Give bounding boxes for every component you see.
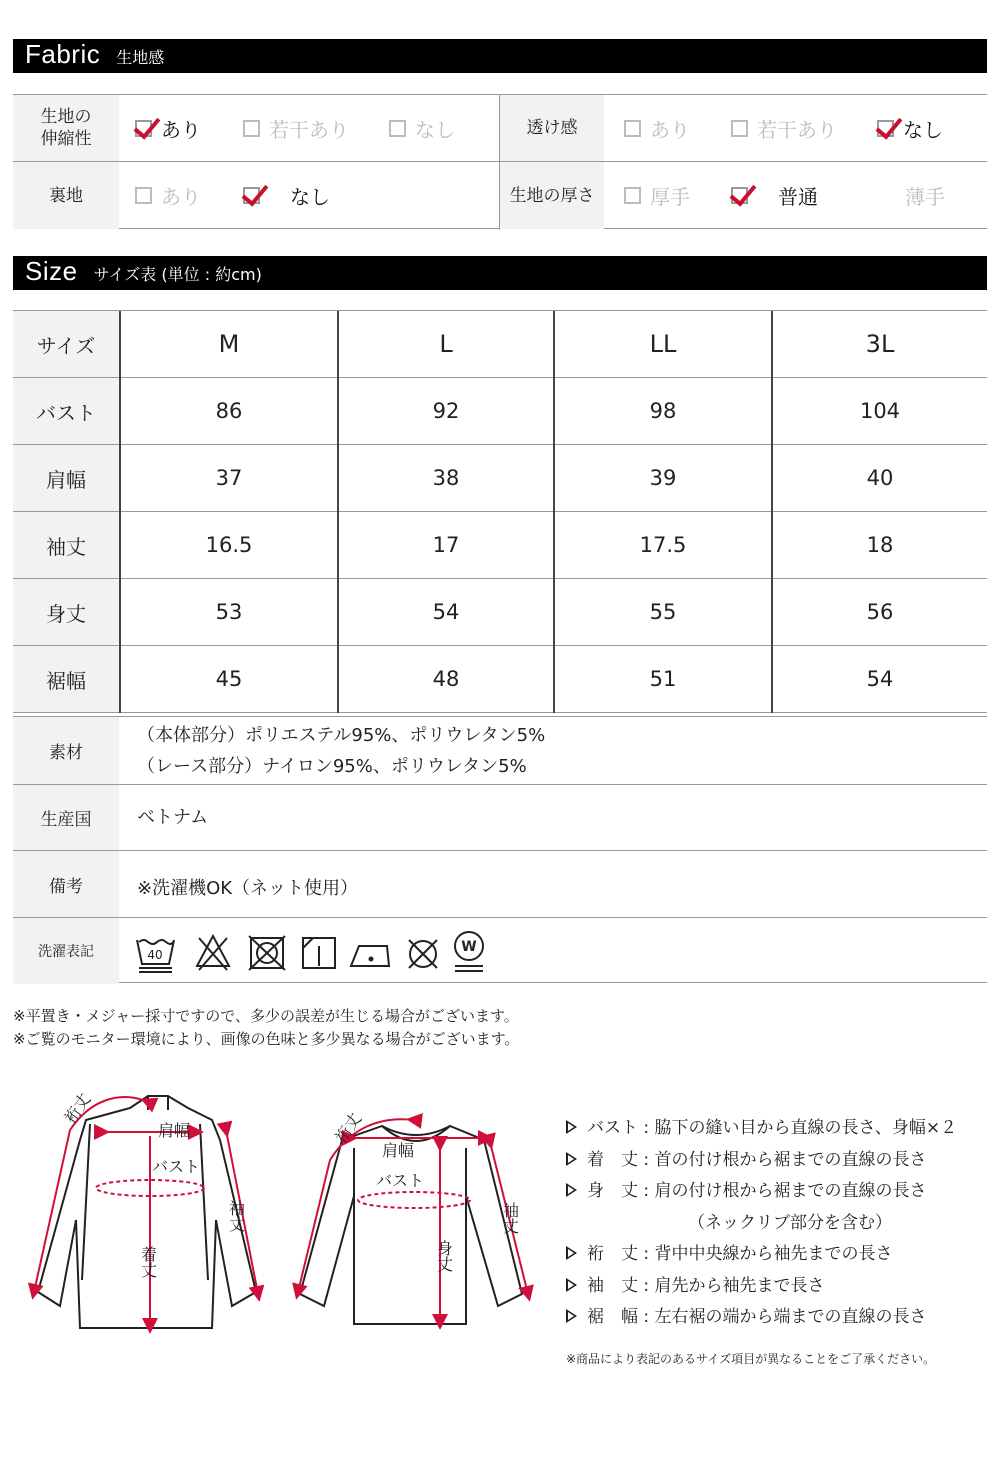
cell: 54	[866, 667, 894, 691]
col-divider	[337, 311, 339, 713]
shirt-yuki-label: 裄丈	[331, 1109, 366, 1147]
note-line: ※ご覧のモニター環境により、画像の色味と多少異なる場合がございます。	[13, 1030, 520, 1048]
fabric-subtitle: 生地感	[116, 48, 165, 67]
wash-temp-text: 40	[147, 948, 163, 962]
legend-item-cont: （ネックリブ部分を含む）	[688, 1212, 892, 1233]
jacket-yuki-label: 裄丈	[60, 1089, 95, 1128]
iron-low-icon	[351, 946, 389, 966]
care-icons	[133, 926, 513, 976]
checkbox-checked-icon	[877, 120, 894, 137]
material-line: （本体部分）ポリエステル95%、ポリウレタン5%	[137, 724, 546, 746]
cell: 92	[432, 399, 460, 423]
remarks-row	[13, 851, 987, 918]
measurement-notes	[13, 1005, 519, 1051]
cell: 54	[432, 600, 460, 624]
jacket-kitake-label: 着丈	[138, 1246, 158, 1278]
fabric-row-1	[13, 95, 987, 162]
legend-item: 袖 丈 : 肩先から袖先まで長さ	[566, 1271, 957, 1303]
material-value	[137, 717, 545, 784]
size-header-row	[13, 311, 987, 378]
care-row	[13, 918, 987, 984]
measurement-diagram	[20, 1080, 560, 1340]
fabric-table	[13, 94, 987, 229]
cell: 40	[866, 466, 894, 490]
table-row	[13, 378, 987, 445]
cell: 48	[432, 667, 460, 691]
sheer-option-no: なし	[877, 95, 943, 161]
info-table	[13, 716, 987, 983]
stretch-label: 生地の 伸縮性	[13, 95, 119, 161]
triangle-bullet-icon	[566, 1152, 577, 1166]
care-label: 洗濯表記	[13, 918, 119, 984]
cell: 98	[649, 399, 677, 423]
cell: 37	[215, 466, 243, 490]
size-title: Size	[25, 256, 78, 286]
legend-note: ※商品により表記のあるサイズ項目が異なることをご了承ください。	[566, 1352, 936, 1366]
jacket-arrows	[34, 1097, 258, 1326]
no-bleach-icon	[197, 936, 229, 970]
size-col-m: M	[218, 330, 240, 358]
line-dry-shade-icon	[303, 938, 335, 968]
thickness-label: 生地の厚さ	[500, 162, 604, 229]
legend-item: 裾 幅 : 左右裾の端から端までの直線の長さ	[566, 1302, 957, 1334]
lining-option-no: なし	[243, 162, 330, 229]
checkbox-checked-icon	[731, 187, 748, 204]
col-divider	[771, 311, 773, 713]
legend-item: 裄 丈 : 背中中央線から袖先までの長さ	[566, 1239, 957, 1271]
size-table	[13, 310, 987, 693]
table-row	[13, 646, 987, 713]
size-subtitle: サイズ表 (単位 : 約cm)	[93, 265, 262, 284]
jacket-bust-label: バスト	[152, 1157, 201, 1176]
no-tumble-dry-icon	[249, 936, 285, 970]
no-dry-clean-icon	[409, 940, 437, 968]
jacket-sodetake-label: 袖丈	[226, 1200, 246, 1232]
size-col-3l: 3L	[865, 330, 895, 358]
lining-label: 裏地	[13, 162, 119, 229]
cell: 16.5	[205, 533, 253, 557]
legend-item: 身 丈 : 肩の付け根から裾までの直線の長さ	[566, 1176, 957, 1208]
table-row	[13, 579, 987, 646]
cell: 17	[432, 533, 460, 557]
row-label-shoulder: 肩幅	[13, 445, 119, 511]
shirt-sodetake-label: 袖丈	[500, 1202, 520, 1234]
size-col-header: サイズ	[13, 311, 119, 377]
size-col-ll: LL	[649, 330, 677, 358]
lining-option-yes: あり	[135, 162, 201, 229]
checkbox-icon	[135, 187, 152, 204]
size-col-l: L	[439, 330, 453, 358]
row-label-sleeve: 袖丈	[13, 512, 119, 578]
cell: 51	[649, 667, 677, 691]
cell: 39	[649, 466, 677, 490]
cell: 18	[866, 533, 894, 557]
checkbox-icon	[624, 120, 641, 137]
triangle-bullet-icon	[566, 1246, 577, 1260]
cell: 53	[215, 600, 243, 624]
col-divider	[553, 311, 555, 713]
checkbox-checked-icon	[135, 120, 152, 137]
sheer-option-yes: あり	[624, 95, 690, 161]
fabric-divider	[499, 95, 500, 230]
remarks-label: 備考	[13, 851, 119, 917]
cell: 55	[649, 600, 677, 624]
checkbox-checked-icon	[243, 187, 260, 204]
cell: 104	[859, 399, 901, 423]
material-label: 素材	[13, 717, 119, 784]
sheer-option-slight: 若干あり	[731, 95, 837, 161]
table-row	[13, 512, 987, 579]
legend-item: バスト : 脇下の縫い目から直線の長さ、身幅×２	[566, 1113, 957, 1145]
cell: 56	[866, 600, 894, 624]
checkbox-icon	[731, 120, 748, 137]
origin-row	[13, 785, 987, 851]
shirt-katahaba-label: 肩幅	[382, 1141, 415, 1160]
fabric-header	[13, 39, 987, 73]
triangle-bullet-icon	[566, 1278, 577, 1292]
cell: 45	[215, 667, 243, 691]
fabric-row-2	[13, 162, 987, 229]
stretch-option-no: なし	[389, 95, 455, 161]
thickness-option-normal: 普通	[731, 162, 818, 229]
cell: 17.5	[639, 533, 687, 557]
cell: 86	[215, 399, 243, 423]
shirt-mitake-label: 身丈	[434, 1240, 454, 1272]
material-row	[13, 717, 987, 785]
sheer-label: 透け感	[500, 95, 604, 161]
origin-label: 生産国	[13, 785, 119, 850]
jacket-katahaba-label: 肩幅	[158, 1121, 191, 1140]
triangle-bullet-icon	[566, 1309, 577, 1323]
note-line: ※平置き・メジャー採寸ですので、多少の誤差が生じる場合がございます。	[13, 1007, 519, 1025]
legend-item: 着 丈 : 首の付け根から裾までの直線の長さ	[566, 1145, 957, 1177]
table-row	[13, 445, 987, 512]
thickness-option-thick: 厚手	[624, 162, 690, 229]
col-divider	[119, 311, 121, 713]
measurement-legend	[566, 1113, 957, 1334]
checkbox-icon	[243, 120, 260, 137]
row-label-bust: バスト	[13, 378, 119, 444]
row-label-hem: 裾幅	[13, 646, 119, 712]
stretch-option-yes: あり	[135, 95, 201, 161]
remarks-value: ※洗濯機OK（ネット使用）	[137, 877, 359, 899]
triangle-bullet-icon	[566, 1183, 577, 1197]
cell: 38	[432, 466, 460, 490]
thickness-option-thin: 薄手	[905, 185, 945, 209]
checkbox-icon	[624, 187, 641, 204]
checkbox-icon	[389, 120, 406, 137]
stretch-option-slight: 若干あり	[243, 95, 349, 161]
shirt-bust-label: バスト	[376, 1171, 425, 1190]
fabric-title: Fabric	[25, 39, 101, 69]
wet-clean-letter: W	[461, 939, 477, 955]
triangle-bullet-icon	[566, 1120, 577, 1134]
row-label-body-length: 身丈	[13, 579, 119, 645]
material-line: （レース部分）ナイロン95%、ポリウレタン5%	[137, 755, 527, 777]
size-header	[13, 256, 987, 290]
origin-value: ベトナム	[137, 807, 209, 828]
